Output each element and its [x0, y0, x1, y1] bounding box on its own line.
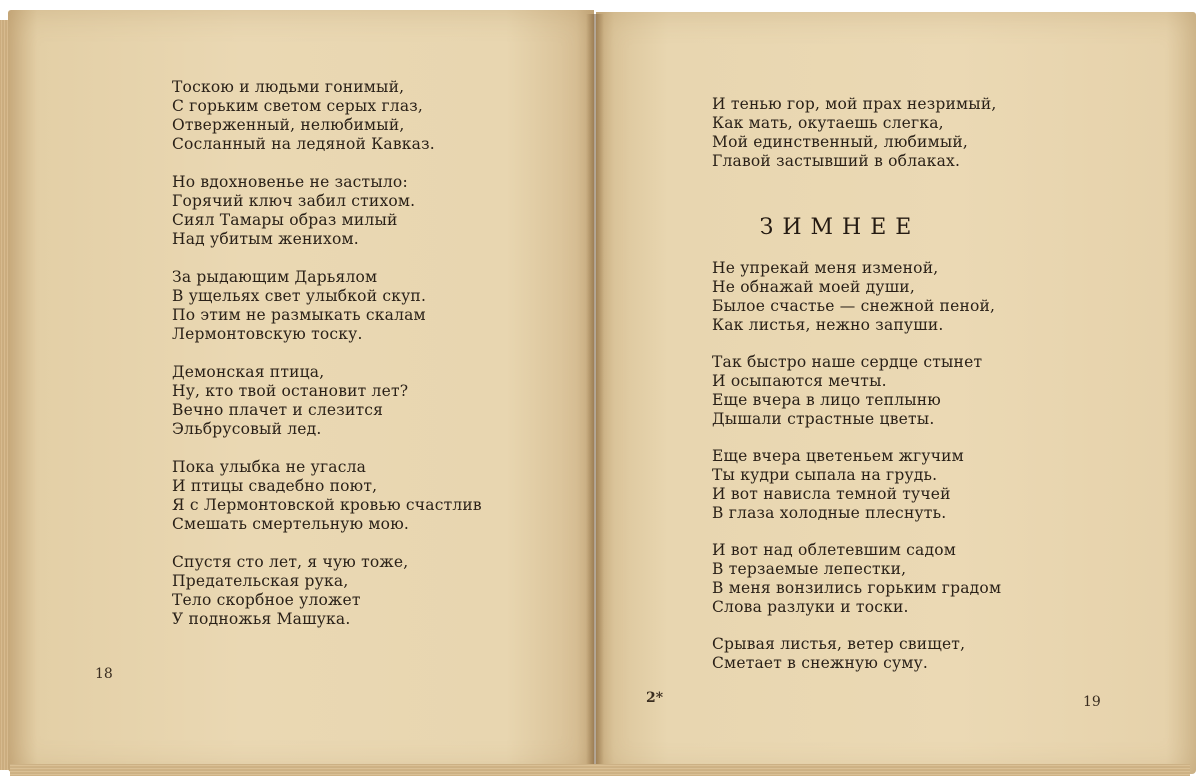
stanza — [172, 173, 482, 249]
verse-line: Ты кудри сыпала на грудь. — [712, 466, 938, 484]
verse-line: С горьким светом серых глаз, — [172, 97, 424, 115]
verse-line: Лермонтовскую тоску. — [172, 325, 363, 343]
stanza — [172, 458, 482, 534]
stanza — [712, 353, 1001, 429]
verse-line: Спустя сто лет, я чую тоже, — [172, 553, 409, 571]
stanza — [712, 635, 1001, 673]
stanza — [172, 78, 482, 154]
verse-line: Тоскою и людьми гонимый, — [172, 78, 405, 96]
verse-line: Предательская рука, — [172, 572, 349, 590]
page-number-right: 19 — [1083, 694, 1101, 710]
verse-line: И осыпаются мечты. — [712, 372, 887, 390]
right-poem — [712, 259, 1001, 691]
stanza — [172, 363, 482, 439]
verse-line: Как мать, окутаешь слегка, — [712, 114, 944, 132]
verse-line: Былое счастье — снежной пеной, — [712, 297, 996, 315]
verse-line: Сосланный на ледяной Кавказ. — [172, 135, 435, 153]
verse-line: За рыдающим Дарьялом — [172, 268, 378, 286]
page-number-left: 18 — [95, 666, 113, 682]
verse-line: И вот над облетевшим садом — [712, 541, 956, 559]
verse-line: Но вдохновенье не застыло: — [172, 173, 408, 191]
verse-line: Демонская птица, — [172, 363, 325, 381]
verse-line: Смешать смертельную мою. — [172, 515, 410, 533]
verse-line: В глаза холодные плеснуть. — [712, 504, 947, 522]
book-gutter — [586, 14, 604, 774]
verse-line: Над убитым женихом. — [172, 230, 359, 248]
stanza — [712, 541, 1001, 617]
verse-line: Пока улыбка не угасла — [172, 458, 367, 476]
left-poem — [172, 78, 482, 648]
verse-line: В меня вонзились горьким градом — [712, 579, 1002, 597]
verse-line: Не упрекай меня изменой, — [712, 259, 939, 277]
verse-line: По этим не размыкать скалам — [172, 306, 426, 324]
verse-line: Мой единственный, любимый, — [712, 133, 969, 151]
verse-line: Еще вчера цветеньем жгучим — [712, 447, 964, 465]
right-continuation-stanza — [712, 95, 996, 171]
verse-line: И тенью гор, мой прах незримый, — [712, 95, 997, 113]
verse-line: Еще вчера в лицо теплыню — [712, 391, 942, 409]
verse-line: Тело скорбное уложет — [172, 591, 361, 609]
verse-line: Срывая листья, ветер свищет, — [712, 635, 966, 653]
signature-mark: 2* — [646, 690, 664, 706]
verse-line: Как листья, нежно запуши. — [712, 316, 944, 334]
verse-line: В ущельях свет улыбкой скуп. — [172, 287, 427, 305]
verse-line: Не обнажай моей души, — [712, 278, 915, 296]
page-stack-edge-bottom — [10, 764, 1190, 776]
verse-line: Сметает в снежную суму. — [712, 654, 929, 672]
verse-line: И вот нависла темной тучей — [712, 485, 951, 503]
verse-line: Ну, кто твой остановит лет? — [172, 382, 409, 400]
stanza — [712, 259, 1001, 335]
verse-line: Слова разлуки и тоски. — [712, 598, 909, 616]
verse-line: Отверженный, нелюбимый, — [172, 116, 405, 134]
verse-line: Главой застывший в облаках. — [712, 152, 961, 170]
stanza — [172, 553, 482, 629]
verse-line: Сиял Тамары образ милый — [172, 211, 398, 229]
stanza — [172, 268, 482, 344]
poem-title: ЗИМНЕЕ — [759, 215, 921, 240]
verse-line: В терзаемые лепестки, — [712, 560, 907, 578]
verse-line: Эльбрусовый лед. — [172, 420, 322, 438]
verse-line: Дышали страстные цветы. — [712, 410, 935, 428]
verse-line: Так быстро наше сердце стынет — [712, 353, 983, 371]
verse-line: Горячий ключ забил стихом. — [172, 192, 416, 210]
verse-line: Вечно плачет и слезится — [172, 401, 384, 419]
verse-line: И птицы свадебно поют, — [172, 477, 378, 495]
verse-line: У подножья Машука. — [172, 610, 351, 628]
stanza — [712, 447, 1001, 523]
verse-line: Я с Лермонтовской кровью счастлив — [172, 496, 482, 514]
